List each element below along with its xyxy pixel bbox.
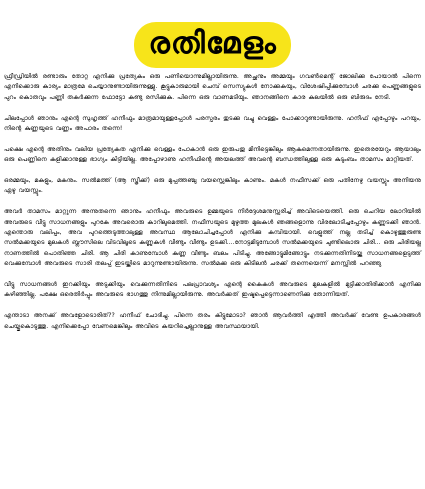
story-body [4,72,421,332]
paragraph-2: ചിലപ്പോൾ ഞാനും എന്റെ സുഹൃത്ത് ഹനീഫും മാത്രമായുള്ളപ്പോൾ പരസ്പരം തുടക്കു വച്ചു വെള്ളം പോക്കാറുണ്ടായിരുന്നു. ഹനീഫ് എപ്പോഴും പറയും, നിന്റെ കുണ്ണയുടെ വണ്ണം അപാരം തന്നെ! [4,114,421,133]
paragraph-7: എന്താടാ അനക്ക് അവളോടൊരിത്?? ഹനീഫ് ചോദിച്ചു. പിന്നെ തരം കിട്ടുമോടാ? ഞാൻ ആവർത്തി എത്തി അവർക്ക് വേണ്ട ഉപകാരങ്ങൾ ചെയ്തുകൊടുത്തു. എനിക്കെപ്പോ വേണമെങ്കിലും അവിടെ കയറിച്ചെല്ലാനുള്ള അവസ്ഥയായി. [4,312,421,330]
paragraph-3: പക്ഷെ എന്റെ അതിനും വലിയ പ്രത്യേകത എനിക്കു വെള്ളം പോകാൻ ഒരു ഇരുപതു മിനിട്ടെങ്കിലും ആകുമെന്നതായിരുന്നു. ഇതെരയേറും ആയാലും ഒരു പെണ്ണിനെ കളിക്കാനുള്ള ഭാഗ്യം കിട്ടിയില്ല. അപ്പോഴാണു ഹനീഫിന്റെ അയലത്ത് അവന്റെ ബന്ധത്തിലുള്ള ഒരു കുടുംബം താമസം മാറ്റിയത്. [4,145,421,164]
paragraph-5: അവർ താമസം മാറ്റുന്ന അന്നുതന്നെ ഞാനും ഹനീഫും അവരുടെ ഉമ്മയുടെ നിർദ്ദേശമനുസ്സരിച്ച് അവിടെയെത്തി. ഒരു ചെറിയ ലോറിയിൽ അവരുടെ വീട്ടു സാധനങ്ങളും പുറകേ അവരൊരു കാറിലുമെത്തി. നഫീസയുടെ മുഴുത്ത മുലകൾ ഞങ്ങളൊന്നു വിരലോടിച്ചപ്പോഴും കണ്ണുടക്കി ഞാൻ. എന്തൊരു വലിപ്പം, അവ പുറത്തെടുത്താലുള്ള അവസ്ഥ ആലോചിച്ചപ്പോൾ എനിക്കു കമ്പിയായി. വെളുത്ത് നല്ല തടിച്ച് കൊഴുത്തുരുണ്ട സൽമക്കയുടെ മുലകൾ ബ്ലൗസിലെ വിടവിലൂടെ കണ്ണുകൾ വീണ്ടും വീണ്ടും ഉടക്കി....നോട്ടമിടുമ്പോൾ സൽമക്കയുടെ ചുണ്ടിലൊരു ചിരി... ഒരു ചിരിയല്ല നാണത്തിൽ പൊതിഞ്ഞ ചിരി. ആ ചിരി കാണുമ്പോൾ കുണ്ണ വീണ്ടും ബലം പിടിച്ചു. അങ്ങോട്ടുമിങ്ങോട്ടും നടക്കുന്നതിനിടയ്ക്കു സാധനങ്ങളെടുത്ത് വെക്കുമ്പോൾ അവരുടെ സാരി തലപ്പ് ഇടയ്ക്കിടെ മാറുന്നുണ്ടായിരുന്നു. സൽമക്ക ഒരു കിടിലൻ ചരക്ക് തന്നെയെന്ന് മനസ്സിൽ പറഞ്ഞു [4,208,421,268]
story-title: രതിമേളം [134,22,290,68]
paragraph-1: ഫ്രീഡ്രിയിൽ രണ്ടാരും തോറ്റ എനിക്കു പ്രത്യേകം ഒരു പണിയൊന്നുമില്ലായിരുന്നു. അച്ഛനും അമ്മയും ഗവൺമെന്റ് ജോലിക്കു പോയാൽ പിന്നെ എനിക്കൊരു കാര്യം മാത്രമേ ചെയ്യാനുണ്ടായിരുന്നുള്ളു. കൂട്ടുകാരുമായി ചെമ്പ് സെസ്യുകൾ നോക്കുകയും, വിശേഷിപ്പിക്കുമ്പോൾ ചരക്കു പെണ്ണുങ്ങളുടെ പുറം കൊതവും പണ്ണി തകർക്കുന്ന ഫോട്ടോ കണ്ടു രസിക്കുക. പിന്നെ ഒരു വാണമടിയും. ഞാനങ്ങിനെ കാര കലയിൽ ഒരു ബിരുദം നേടി. [4,73,421,101]
paragraph-6: വീട്ടു സാധനങ്ങൾ ഇറക്കിയും അടുക്കിയും വെക്കുന്നതിനിടെ പലപ്രാവശ്യം എന്റെ കൈകൾ അവരുടെ മുലകളിൽ മുട്ടിക്കാതിരിക്കാൻ എനിക്കു കഴിഞ്ഞില്ല. പക്ഷേ ഒരെതിർപ്പും അവരുടെ ഭാഗത്തു നിന്നുമില്ലായിരുന്നു. അവർക്കത് ഇഷ്ടപ്പെട്ടെന്നാണെനിക്കു തോന്നിയത്. [4,281,421,299]
paragraph-4: ഒരമ്മയും, മകളും, മകനും. സൽമത്ത് (ആ സ്ത്രീക്ക്) ഒരു മുപ്പത്തഞ്ചു വയസ്സെങ്കിലും കാണും. മകൾ നഫീസക്ക് ഒരു പതിനേഴു വയസ്സും അനിയനു ഏഴു വയസ്സും. [4,177,421,195]
title-banner [0,22,425,72]
